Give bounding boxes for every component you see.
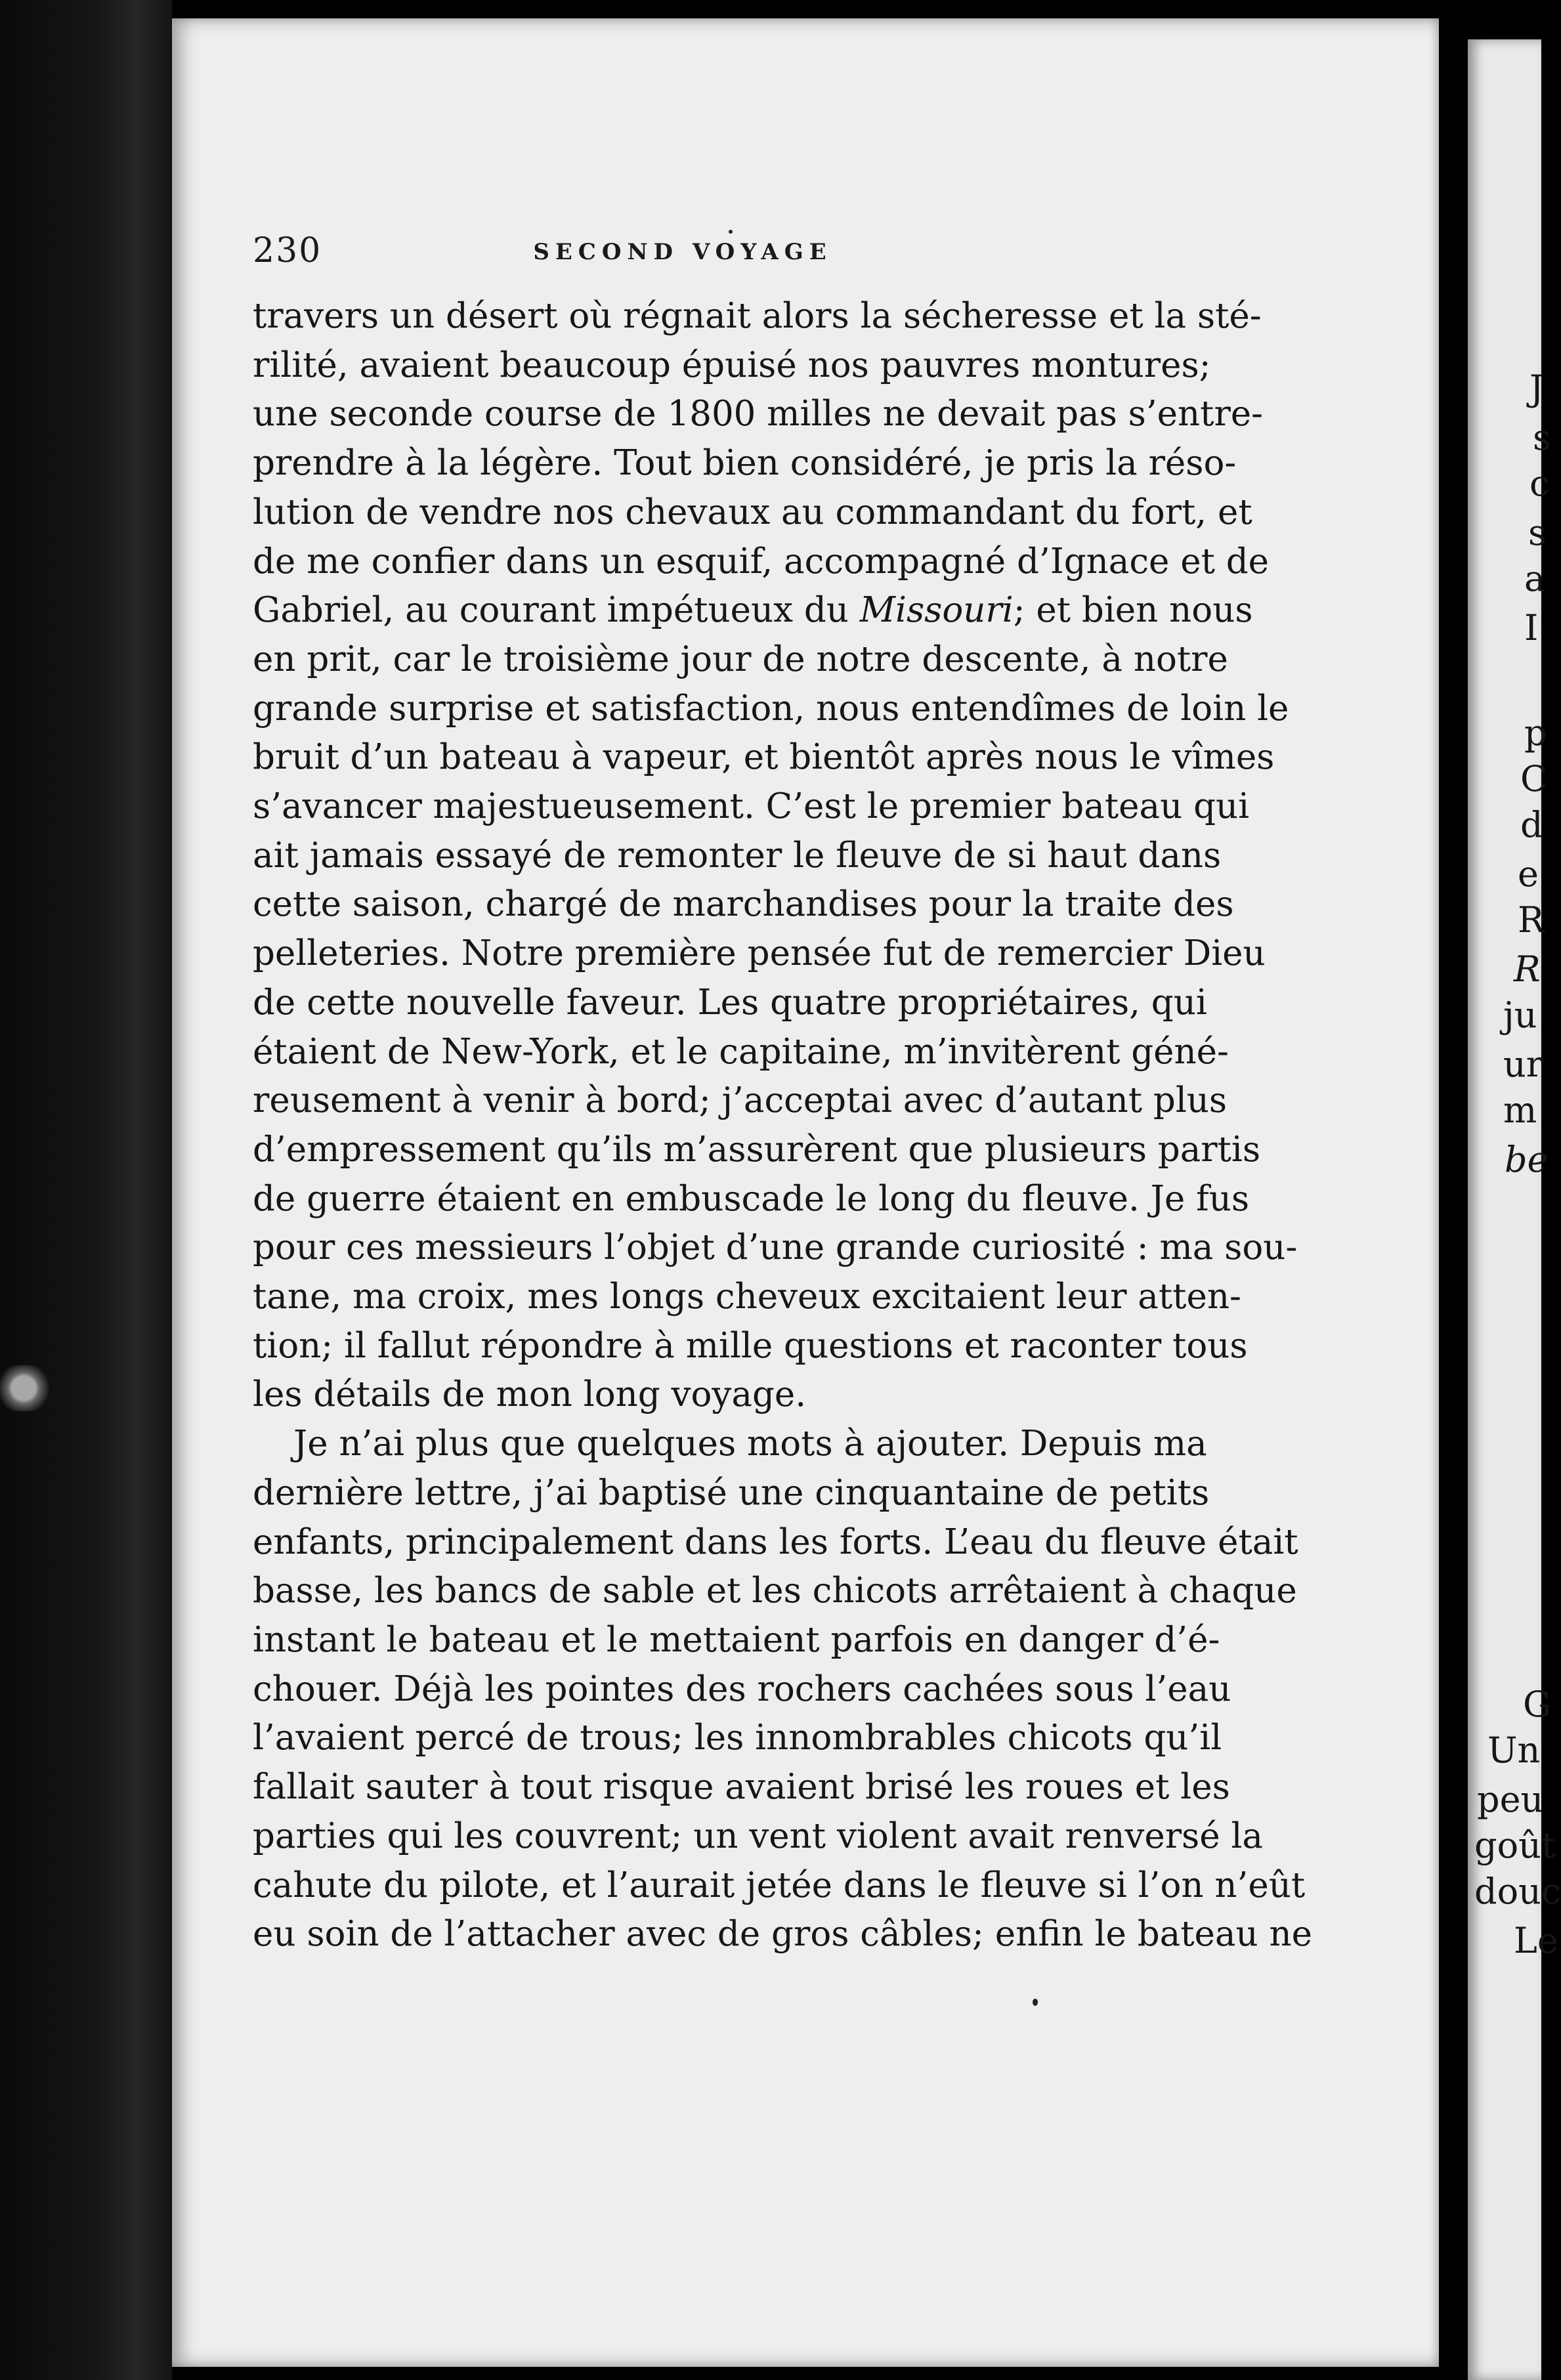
text-line: grande surprise et satisfaction, nous entendîmes de loin le xyxy=(253,688,1289,729)
facing-page-fragment: a xyxy=(1524,558,1546,599)
facing-page-fragment: R xyxy=(1518,899,1545,941)
text-line: les détails de mon long voyage. xyxy=(253,1374,807,1415)
text-line: travers un désert où régnait alors la sécheresse et la sté- xyxy=(253,296,1262,336)
facing-page-fragment: p xyxy=(1524,712,1547,754)
binding-clip-mark xyxy=(0,1365,59,1411)
text-line: bruit d’un bateau à vapeur, et bientôt après nous le vîmes xyxy=(253,737,1275,778)
binding-strip xyxy=(0,0,172,2380)
text-line: cette saison, chargé de marchandises pour la traite des xyxy=(253,884,1234,925)
text-line: en prit, car le troisième jour de notre descente, à notre xyxy=(253,639,1228,679)
paragraph-2 xyxy=(253,1420,1312,1959)
text-line: l’avaient percé de trous; les innombrables chicots qu’il xyxy=(253,1718,1222,1758)
text-line: eu soin de l’attacher avec de gros câbles; enfin le bateau ne xyxy=(253,1914,1312,1955)
text-line: de guerre étaient en embuscade le long du fleuve. Je fus xyxy=(253,1178,1250,1219)
facing-page-fragment: G xyxy=(1523,1684,1552,1725)
facing-page-fragment: ur xyxy=(1503,1044,1543,1085)
facing-page-fragment: c xyxy=(1529,463,1550,504)
italic-river-name: Missouri xyxy=(859,590,1014,631)
text-line: reusement à venir à bord; j’acceptai avec d’autant plus xyxy=(253,1080,1228,1121)
facing-page-fragment: ju xyxy=(1503,994,1537,1036)
text-line: fallait sauter à tout risque avaient brisé les roues et les xyxy=(253,1767,1230,1808)
facing-page-fragment: m xyxy=(1503,1090,1537,1131)
text-line: lution de vendre nos chevaux au commandant du fort, et xyxy=(253,492,1252,532)
facing-page-fragment: J xyxy=(1529,368,1544,409)
page-header xyxy=(253,231,1191,277)
text-run: ; et bien nous xyxy=(1013,590,1253,631)
text-line: cahute du pilote, et l’aurait jetée dans le fleuve si l’on n’eût xyxy=(253,1865,1306,1905)
text-line: d’empressement qu’ils m’assurèrent que plusieurs partis xyxy=(253,1129,1261,1170)
text-line xyxy=(253,586,1253,635)
paragraph-1 xyxy=(253,292,1298,1420)
ink-speck xyxy=(1033,1999,1038,2006)
facing-page-fragment: I xyxy=(1524,607,1539,648)
facing-page-fragment: be xyxy=(1505,1139,1549,1180)
text-line: de cette nouvelle faveur. Les quatre propriétaires, qui xyxy=(253,982,1207,1023)
facing-page-fragment: douc xyxy=(1474,1871,1561,1912)
facing-page-fragment: Le xyxy=(1514,1920,1558,1961)
text-line: une seconde course de 1800 milles ne devait pas s’entre- xyxy=(253,394,1264,435)
text-line: pelleteries. Notre première pensée fut de remercier Dieu xyxy=(253,933,1266,974)
text-line: parties qui les couvrent; un vent violent avait renversé la xyxy=(253,1816,1264,1856)
text-line: basse, les bancs de sable et les chicots arrêtaient à chaque xyxy=(253,1571,1297,1611)
running-title: SECOND VOYAGE xyxy=(533,239,832,265)
facing-page-fragment: C xyxy=(1520,758,1548,799)
text-line: prendre à la légère. Tout bien considéré, je pris la réso- xyxy=(253,443,1237,484)
text-line: instant le bateau et le mettaient parfois en danger d’é- xyxy=(253,1619,1220,1660)
text-line: de me confier dans un esquif, accompagné d’Ignace et de xyxy=(253,541,1270,582)
facing-page-fragment: R xyxy=(1514,948,1541,990)
text-line: ait jamais essayé de remonter le fleuve de si haut dans xyxy=(253,835,1222,876)
text-line: étaient de New-York, et le capitaine, m’invitèrent géné- xyxy=(253,1031,1229,1072)
text-line: s’avancer majestueusement. C’est le premier bateau qui xyxy=(253,786,1250,827)
facing-page-fragment: peu xyxy=(1477,1779,1544,1820)
text-line: Je n’ai plus que quelques mots à ajouter. Depuis ma xyxy=(293,1424,1207,1464)
text-line: pour ces messieurs l’objet d’une grande curiosité : ma sou- xyxy=(253,1227,1298,1268)
facing-page-fragment: s xyxy=(1528,512,1547,553)
facing-page-fragment: e xyxy=(1518,853,1539,895)
facing-page-fragment: s xyxy=(1533,417,1551,458)
ink-speck xyxy=(729,230,733,234)
body-text xyxy=(253,292,1312,1959)
text-line: tane, ma croix, mes longs cheveux excitaient leur atten- xyxy=(253,1277,1241,1317)
text-line: tion; il fallut répondre à mille questions et raconter tous xyxy=(253,1325,1248,1366)
text-line: enfants, principalement dans les forts. L’eau du fleuve était xyxy=(253,1521,1298,1562)
facing-page-fragment: goût xyxy=(1474,1825,1556,1866)
facing-page-fragment: Un xyxy=(1487,1730,1541,1771)
text-line: chouer. Déjà les pointes des rochers cachées sous l’eau xyxy=(253,1668,1231,1709)
page-number: 230 xyxy=(253,231,322,270)
text-line: dernière lettre, j’ai baptisé une cinquantaine de petits xyxy=(253,1472,1210,1513)
text-line: rilité, avaient beaucoup épuisé nos pauvres montures; xyxy=(253,345,1211,385)
facing-page-fragment: d xyxy=(1520,804,1543,845)
text-run: Gabriel, au courant impétueux du xyxy=(253,590,860,631)
